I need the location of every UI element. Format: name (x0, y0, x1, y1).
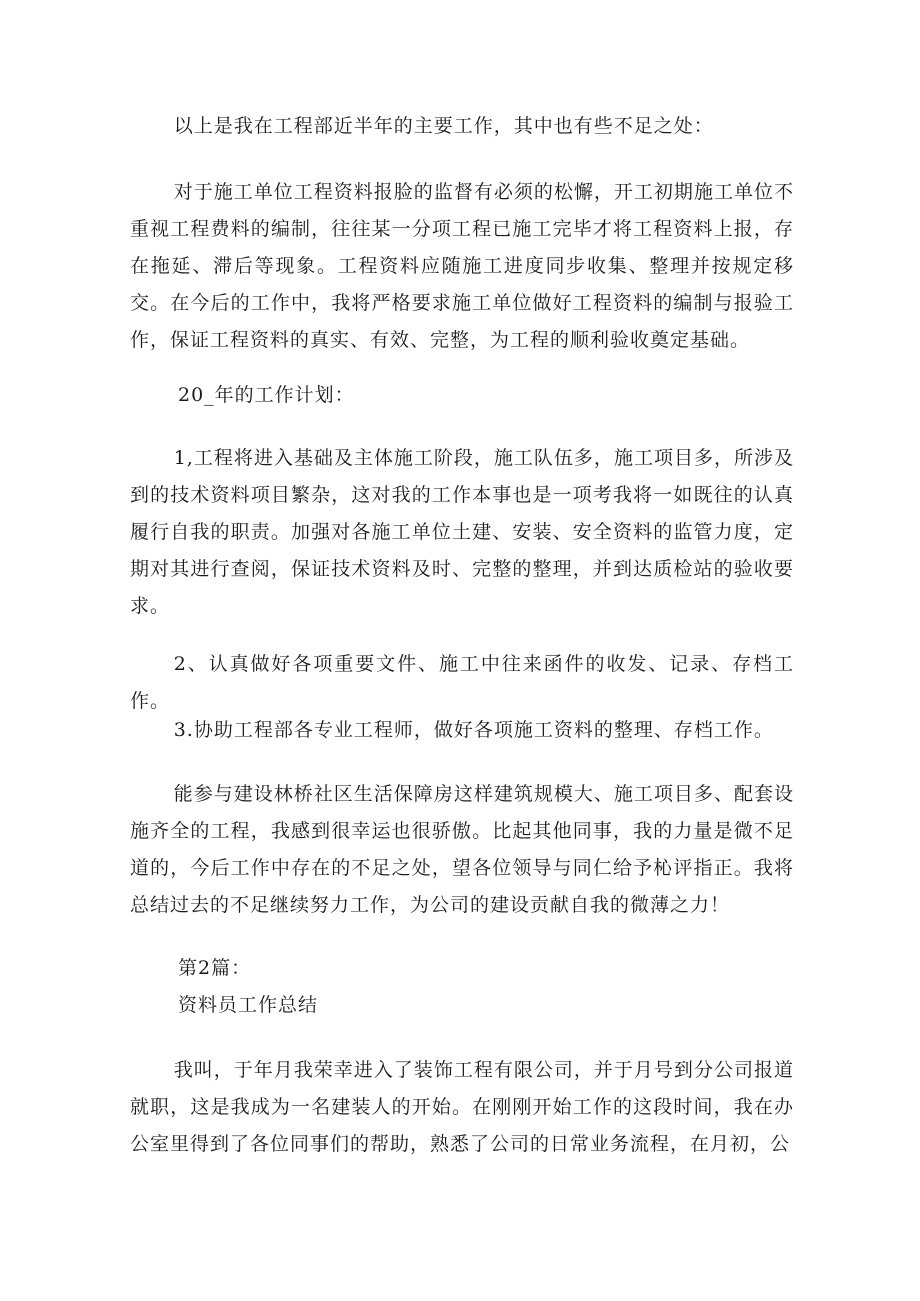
new-section-paragraph: 我叫，于年月我荣幸进入了装饰工程有限公司，并于月号到分公司报道就职，这是我成为一名建装人的开始。在刚刚开始工作的这段时间，我在办公室里得到了各位同事们的帮助，熟悉了公司的日常业务流程，在月初，公 (130, 1059, 794, 1155)
plan-item-1: 1,工程将进入基础及主体施工阶段，施工队伍多，施工项目多，所涉及到的技术资料项目繁杂，这对我的工作本事也是一项考我将一如既往的认真履行自我的职责。加强对各施工单位土建、安装、安全资料的监管力度，定期对其进行查阅，保证技术资料及时、完整的整理，并到达质检站的验收要求。 (130, 447, 794, 617)
shortcoming-paragraph: 对于施工单位工程资料报脸的监督有必须的松懈，开工初期施工单位不重视工程费料的编制，往往某一分项工程已施工完毕才将工程资料上报，存在拖延、滞后等现象。工程资料应随施工进度同步收集、整理并按规定移交。在今后的工作中，我将严格要求施工单位做好工程资料的编制与报验工作，保证工程资料的真实、有效、完整，为工程的顺利验收奠定基础。 (130, 181, 794, 351)
closing-paragraph: 能参与建设林桥社区生活保障房这样建筑规模大、施工项目多、配套设施齐全的工程，我感到很幸运也很骄傲。比起其他同事，我的力量是微不足道的，今后工作中存在的不足之处，望各位领导与同仁给予杺评指正。我将总结过去的不足继续努力工作，为公司的建设贡献自我的微薄之力！ (130, 783, 794, 916)
intro-paragraph: 以上是我在工程部近半年的主要工作，其中也有些不足之处： (173, 115, 714, 137)
section-title: 资料员工作总结 (178, 994, 319, 1016)
plan-item-2: 2、认真做好各项重要文件、施工中往来函件的收发、记录、存档工作。 (130, 653, 794, 712)
section-label: 第2篇： (178, 957, 252, 979)
plan-item-3: 3.协助工程部各专业工程师，做好各项施工资料的整理、存档工作。 (173, 719, 774, 741)
work-plan-heading: 20_年的工作计划： (178, 384, 355, 406)
